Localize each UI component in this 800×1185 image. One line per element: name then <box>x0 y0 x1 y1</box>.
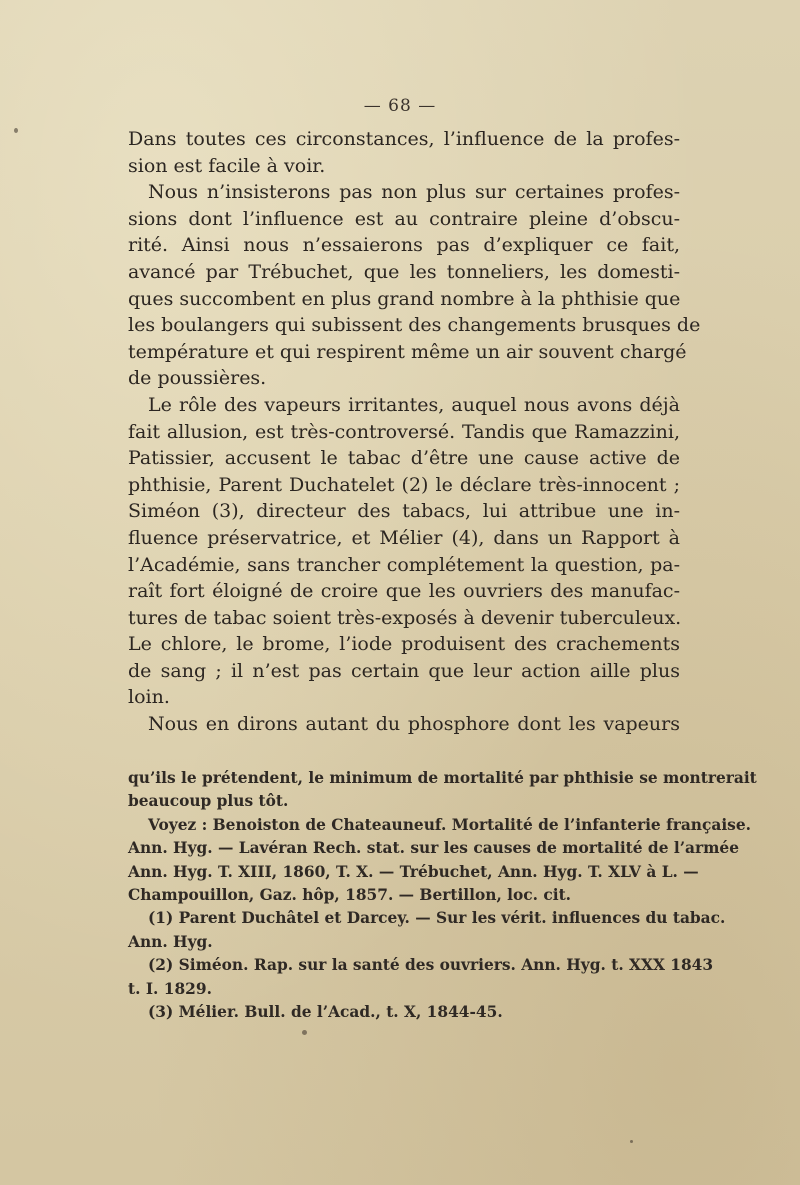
body-text <box>128 126 701 738</box>
body-line: Patissier, accusent le tabac d’être une cause active de <box>128 447 680 470</box>
footnote-line: t. I. 1829. <box>128 979 212 998</box>
page-number: — 68 — <box>363 96 437 116</box>
paper-speck <box>14 128 18 133</box>
footnote-line: Champouillon, Gaz. hôp, 1857. — Bertillon, loc. cit. <box>128 885 572 904</box>
body-line: de poussières. <box>128 367 267 390</box>
body-line: ques succombent en plus grand nombre à la phthisie que <box>128 287 681 310</box>
body-line: rité. Ainsi nous n’essaierons pas d’expliquer ce fait, <box>128 234 680 257</box>
body-line: Le rôle des vapeurs irritantes, auquel nous avons déjà <box>148 393 680 416</box>
body-line: Nous n’insisterons pas non plus sur certaines profes- <box>148 181 680 204</box>
body-line: Le chlore, le brome, l’iode produisent des crachements <box>128 633 680 656</box>
body-line: sion est facile à voir. <box>128 154 326 177</box>
body-line: Siméon (3), directeur des tabacs, lui attribue une in- <box>128 500 680 523</box>
body-line: phthisie, Parent Duchatelet (2) le déclare très-innocent ; <box>128 473 680 496</box>
footnote-line: (2) Siméon. Rap. sur la santé des ouvriers. Ann. Hyg. t. XXX 1843 <box>148 956 714 975</box>
footnote-line: Voyez : Benoiston de Chateauneuf. Mortalité de l’infanterie française. <box>148 815 751 834</box>
body-line: l’Académie, sans trancher complétement la question, pa- <box>128 553 680 576</box>
body-line: fluence préservatrice, et Mélier (4), dans un Rapport à <box>128 526 680 549</box>
footnotes <box>128 767 757 1024</box>
footnote-line: (1) Parent Duchâtel et Darcey. — Sur les vérit. influences du tabac. <box>148 909 726 928</box>
body-line: sions dont l’influence est au contraire pleine d’obscu- <box>128 207 680 230</box>
footnote-line: Ann. Hyg. — Lavéran Rech. stat. sur les causes de mortalité de l’armée <box>128 839 740 858</box>
body-line: loin. <box>128 686 170 709</box>
footnote-line: Ann. Hyg. <box>128 932 213 951</box>
paper-speck <box>630 1140 633 1143</box>
body-line: les boulangers qui subissent des changements brusques de <box>128 314 701 337</box>
paper-speck <box>302 1030 307 1035</box>
body-line: fait allusion, est très-controversé. Tandis que Ramazzini, <box>128 420 680 443</box>
body-line: de sang ; il n’est pas certain que leur action aille plus <box>128 659 680 682</box>
body-line: avancé par Trébuchet, que les tonneliers, les domesti- <box>128 260 680 283</box>
body-line: température et qui respirent même un air souvent chargé <box>128 340 687 363</box>
body-line: tures de tabac soient très-exposés à devenir tuberculeux. <box>128 606 682 629</box>
footnote-line: (3) Mélier. Bull. de l’Acad., t. X, 1844-45. <box>148 1002 503 1021</box>
body-line: Dans toutes ces circonstances, l’influence de la profes- <box>128 128 680 150</box>
body-line: Nous en dirons autant du phosphore dont les vapeurs <box>148 713 680 736</box>
footnote-line: qu’ils le prétendent, le minimum de mortalité par phthisie se montrerait <box>128 769 757 787</box>
body-line: raît fort éloigné de croire que les ouvriers des manufac- <box>128 580 680 603</box>
footnote-line: beaucoup plus tôt. <box>128 792 289 811</box>
footnote-line: Ann. Hyg. T. XIII, 1860, T. X. — Trébuchet, Ann. Hyg. T. XLV à L. — <box>128 862 699 881</box>
